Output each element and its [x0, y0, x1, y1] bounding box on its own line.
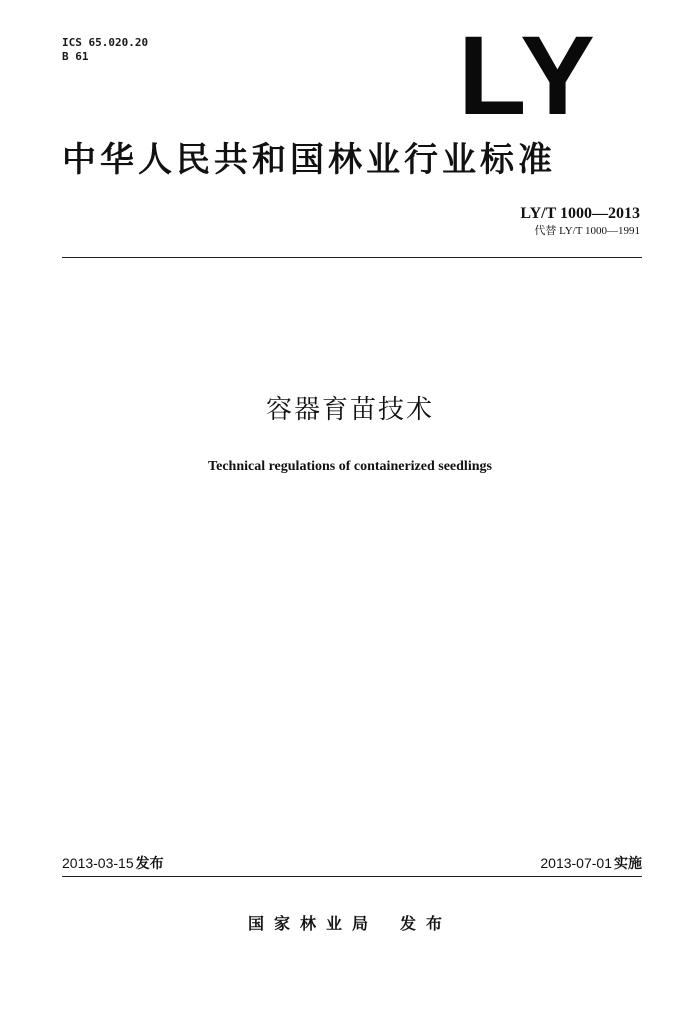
issue-date-block [62, 854, 164, 873]
publisher-action: 发布 [400, 914, 453, 933]
ics-code: ICS 65.020.20 [62, 36, 149, 49]
issue-date: 2013-03-15 [62, 855, 134, 871]
publisher-line [0, 913, 700, 935]
standard-category-title: 中华人民共和国林业行业标准 [62, 140, 556, 180]
implement-label: 实施 [614, 856, 642, 872]
top-divider [62, 257, 642, 258]
ccs-code: B 61 [62, 50, 89, 63]
classification-codes [62, 36, 148, 64]
implement-date-block [540, 854, 642, 873]
document-title-chinese: 容器育苗技术 [265, 395, 434, 425]
standard-number: LY/T 1000—2013 [520, 205, 640, 222]
document-title-english: Technical regulations of containerized seedlings [208, 459, 492, 474]
ly-logo: LY [458, 13, 599, 138]
publisher-organization: 国家林业局 [247, 914, 378, 933]
standard-number-block [520, 204, 640, 238]
issue-label: 发布 [135, 856, 164, 872]
bottom-divider [62, 876, 642, 877]
implement-date: 2013-07-01 [540, 855, 612, 871]
replaces-standard: 代替 LY/T 1000—1991 [534, 225, 640, 237]
